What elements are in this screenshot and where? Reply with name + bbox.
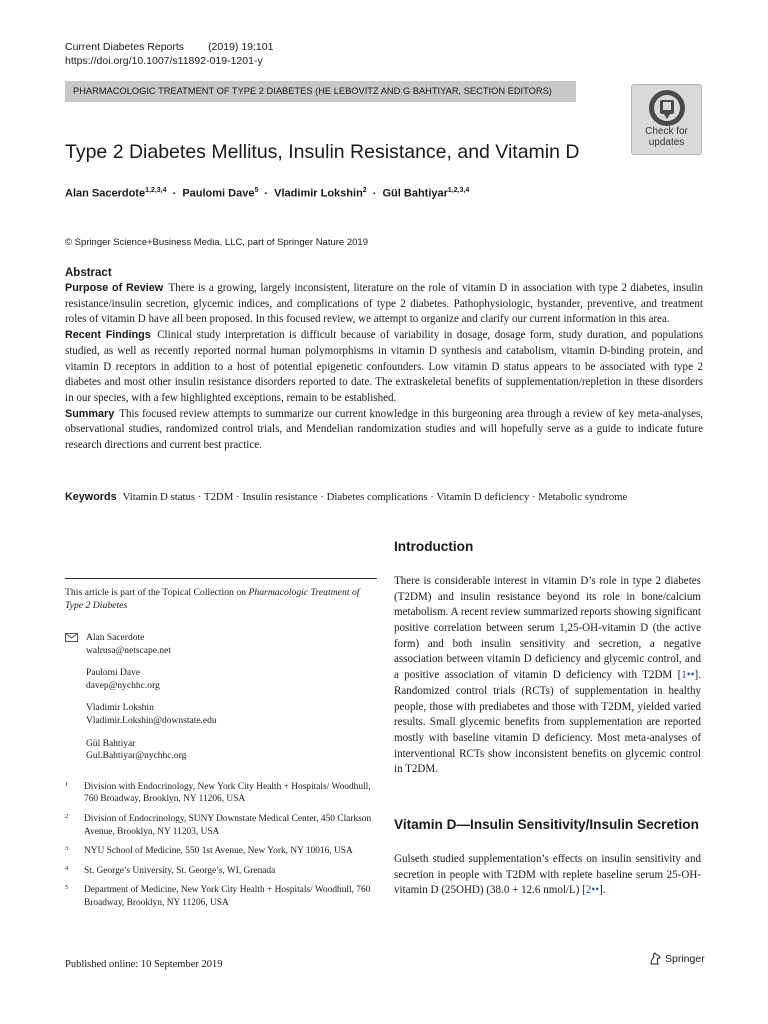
topical-collection-name: Pharmacologic Treatment of Type 2 Diabetes (65, 587, 360, 611)
keywords-label: Keywords (65, 491, 117, 503)
affiliation-item (65, 813, 377, 838)
publisher-logo (648, 952, 705, 966)
abstract (65, 266, 703, 454)
contact-list (65, 632, 377, 763)
affiliation-list (65, 781, 377, 910)
affiliation-number: 1 (65, 780, 69, 788)
author-affiliation-marker: 5 (254, 187, 259, 194)
contact-entry (65, 702, 377, 727)
author-separator: · (372, 187, 377, 200)
check-for-label: Check for (645, 126, 688, 137)
keywords-text: Vitamin D status · T2DM · Insulin resistance · Diabetes complications · Vitamin D deficiency · Metabolic syndrome (122, 491, 628, 503)
contact-email[interactable]: Vladimir.Lokshin@downstate.edu (86, 715, 217, 726)
article-title: Type 2 Diabetes Mellitus, Insulin Resistance, and Vitamin D (65, 141, 580, 163)
left-column (65, 578, 377, 917)
citation-link[interactable]: 1•• (681, 669, 695, 682)
author-list (65, 183, 469, 202)
contact-email[interactable]: Gul.Bahtiyar@nychhc.org (86, 751, 187, 762)
author-name: Alan Sacerdote (65, 187, 146, 200)
keywords (65, 490, 725, 505)
vitd-text-part-1: Gulseth studied supplementation’s effects on insulin sensitivity and secretion in people with T2DM with replete baseline serum 25-OH-vitamin D (25OHD) (38.0 + 12.6 nmol/L) [ (394, 852, 701, 897)
affiliation-number: 3 (65, 845, 69, 853)
envelope-icon (65, 633, 78, 642)
purpose-text: There is a growing, largely inconsistent, literature on the role of vitamin D in association with type 2 diabetes, insulin resistance/insulin secretion, glycemic indices, and complications of type 2 diabetes. Pathophysiologic, bystander, preventive, and treatment roles of vitamin D have all been proposed. In this focused review, we attempt to organize and clarify our current information in this area. (65, 282, 704, 326)
contact-name: Paulomi Dave (86, 668, 141, 679)
abstract-findings (65, 328, 703, 407)
crossmark-icon (648, 89, 686, 127)
abstract-heading: Abstract (65, 267, 112, 279)
topical-collection-note (65, 578, 377, 612)
author-name: Vladimir Lokshin (274, 187, 363, 200)
citation-link[interactable]: 2•• (585, 884, 600, 897)
affiliation-number: 4 (65, 864, 69, 872)
abstract-summary (65, 407, 703, 454)
publisher-name: Springer (665, 953, 705, 965)
intro-text-part-2: ]. Randomized control trials (RCTs) of supplementation in healthy people, those with prediabetes and those with T2DM, yielded varied results. Small glycemic benefits from supplementation are reported mostly with baseline vitamin D deficiency. Most meta-analyses of interventional RCTs show inconsistent benefits on glycemic control in T2DM. (394, 669, 701, 776)
copyright-notice: © Springer Science+Business Media, LLC, part of Springer Nature 2019 (65, 237, 368, 248)
author-name: Gül Bahtiyar (382, 187, 448, 200)
affiliation-item (65, 884, 377, 909)
contact-name: Alan Sacerdote (86, 633, 145, 643)
introduction-paragraph (394, 574, 701, 778)
author-name: Paulomi Dave (182, 187, 255, 200)
introduction-heading: Introduction (394, 539, 474, 554)
findings-text: Clinical study interpretation is difficult because of variability in dosage, dosage form, study duration, and populations studied, as well as recently reported normal human polymorphisms in vitamin D synthesis and catabolism, vitamin D-binding protein, and vitamin D receptors in addition to a host of potential epigenetic confounders. Low vitamin D status appears to be associated with type 2 diabetes and most other insulin resistance disorders reported to date. The extraskeletal benefits of supplementation/repletion in these disorders in our species, with a few highlighted exceptions, remain to be established. (65, 329, 704, 404)
journal-header (65, 40, 273, 68)
springer-horse-icon (648, 952, 662, 966)
summary-label: Summary (65, 407, 115, 420)
author-separator: · (264, 187, 269, 200)
contact-entry (65, 632, 377, 657)
published-date: Published online: 10 September 2019 (65, 959, 223, 970)
contact-entry (65, 667, 377, 692)
abstract-purpose (65, 281, 703, 328)
affiliation-number: 2 (65, 812, 69, 820)
affiliation-item (65, 781, 377, 806)
vitamin-d-paragraph (394, 852, 701, 899)
contact-email[interactable]: walrusa@netscape.net (86, 645, 171, 656)
updates-label: updates (648, 136, 685, 148)
author-affiliation-marker: 2 (362, 187, 367, 194)
summary-text: This focused review attempts to summarize our current knowledge in this burgeoning area through a review of key meta-analyses, observational studies, randomized control trials, and Mendelian randomization studies and will hopefully serve as a guide to indicate future research directions and current best practice. (65, 407, 704, 452)
author-affiliation-marker: 1,2,3,4 (447, 187, 470, 194)
affiliation-text: Department of Medicine, New York City Health + Hospitals/ Woodhull, 760 Broadway, Brooklyn, NY 11206, USA (84, 885, 371, 908)
purpose-label: Purpose of Review (65, 282, 164, 294)
contact-entry (65, 738, 377, 763)
affiliation-item (65, 865, 377, 878)
doi-link[interactable]: https://doi.org/10.1007/s11892-019-1201-y (65, 55, 263, 67)
contact-name: Gül Bahtiyar (86, 738, 136, 749)
affiliation-text: NYU School of Medicine, 550 1st Avenue, New York, NY 10016, USA (84, 846, 353, 857)
contact-name: Vladimir Lokshin (86, 703, 154, 714)
affiliation-text: St. George’s University, St. George’s, WI, Grenada (84, 865, 276, 876)
right-column (394, 538, 701, 899)
journal-volume: (2019) 19:101 (208, 41, 274, 53)
findings-label: Recent Findings (65, 329, 151, 342)
affiliation-item (65, 845, 377, 858)
journal-name: Current Diabetes Reports (65, 41, 185, 53)
affiliation-text: Division of Endocrinology, SUNY Downstate Medical Center, 450 Clarkson Avenue, Brooklyn, NY 11203, USA (84, 813, 372, 837)
intro-text-part-1: There is considerable interest in vitamin D’s role in type 2 diabetes (T2DM) and insulin resistance beyond its role in bone/calcium metabolism. A recent review summarized reports showing significant positive correlation between serum 1,25-OH-vitamin D (the active form) and both insulin sensitivity and secretion, a negative association between vitamin D deficiency and glycemic control, and a positive association of vitamin D deficiency with T2DM [ (394, 575, 701, 682)
contact-email[interactable]: davep@nychhc.org (86, 680, 160, 691)
affiliation-number: 5 (65, 884, 69, 892)
affiliation-text: Division with Endocrinology, New York City Health + Hospitals/ Woodhull, 760 Broadway, Brooklyn, NY 11206, USA (84, 781, 371, 805)
check-for-updates-button[interactable] (631, 84, 702, 155)
section-banner: PHARMACOLOGIC TREATMENT OF TYPE 2 DIABETES (HE LEBOVITZ AND G BAHTIYAR, SECTION EDITORS) (65, 81, 576, 102)
vitamin-d-section-heading: Vitamin D—Insulin Sensitivity/Insulin Secretion (394, 816, 699, 832)
topical-prefix: This article is part of the Topical Collection on (65, 587, 249, 598)
vitd-text-part-2: ]. (599, 884, 606, 897)
author-separator: · (172, 187, 177, 200)
author-affiliation-marker: 1,2,3,4 (145, 187, 167, 194)
